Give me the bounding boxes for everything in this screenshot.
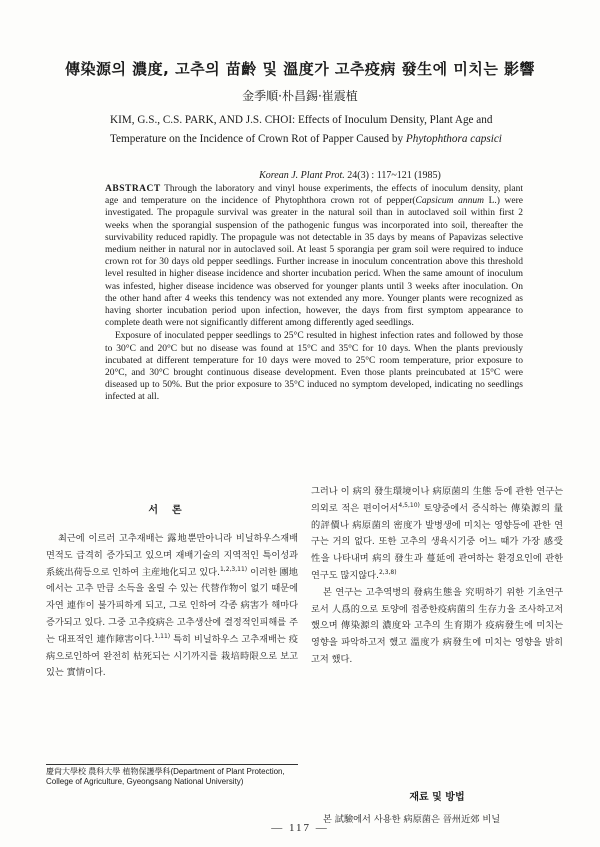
citation-sup: 1,11)	[154, 632, 171, 640]
abstract-text-1b: L.) were investigated. The propagule survival was greater in the natural soil than in autoclaved soil within first 2 weeks when the sporangial suspension of the pathogenic fungus was incorporated into soil, thereafter the survivability reduced rapidly. The propagule was not detectable in 35 days by means of Papavizas selective medium neither in natural nor in autoclaved soil. At least 5 sporangia per gram soil were required to induce crown rot for 30 days old pepper seedlings. Further increase in inoculum concentration above this threshold level resulted in higher disease incidence and shorter incubation pericd. When the same amount of inoculum was infested, higher disease incidence was observed for younger plants until 3 weeks after inoculation. On the other hand after 4 weeks this tendency was not extended any more. Younger plants were recognized as having shorter incubation period upon infection, however, the days from first symptom appearance to complete death were not significantly different among differently aged seedlings.	[105, 196, 523, 329]
page-number: — 117 —	[271, 822, 329, 834]
english-title: Effects of Inoculum Density, Plant Age and Temperature on the Incidence of Crown Rot of Papper Caused by	[110, 114, 493, 145]
intro-column	[46, 531, 298, 682]
methods-heading: 재료 및 방법	[409, 792, 465, 803]
right-text-1b: 토양중에서 증식하는 傳染源의 量的評價나 病原菌의 密度가 발병생에 미치는 영향등에 관한 연구는 거의 없다. 또한 고추의 생육시기중 어느 때가 가장 感受性을 나타내며 病의 發生과 蔓延에 관여하는 환경요인에 관한 연구도 많지않다.	[311, 502, 563, 581]
intro-heading: 서론	[148, 505, 196, 516]
affiliation-footnote: 慶尙大學校 農科大學 植物保護學科(Department of Plant Protection, College of Agriculture, Gyeongsang National University)	[46, 767, 285, 787]
intro-text-b: 이러한 團地에서는 고추 만큼 소득을 올릴 수 있는 代替作物이 없기 때문에 자연 連作이 불가피하게 되고, 그로 인하여 각종 病害가 해마다 증가되고 있다. 그중 고추疫病은 고추생산에 결정적인피해를 주는 대표적인 連作障害이다.	[46, 566, 298, 645]
abstract-paragraph-1	[105, 183, 523, 329]
abstract-text-1a: Through the laboratory and vinyl house experiments, the effects of inoculum density, plant age and temperature on the incidence of Phytophthora crown rot of pepper(	[105, 184, 523, 207]
citation-sup: 4,5,10)	[398, 501, 420, 509]
intro-text-c: 특히 비닐하우스 고추재배는 疫病으로인하여 완전히 枯死되는 시기까지를 栽培時限으로 보고 있는 實情이다.	[46, 633, 298, 679]
pathogen-species: Phytophthora capsici	[405, 133, 502, 145]
intro-paragraph	[46, 531, 298, 682]
methods-paragraph: 본 試驗에서 사용한 病原菌은 晉州近郊 비닐	[323, 814, 501, 825]
english-citation	[110, 111, 530, 149]
journal-name: Korean J. Plant Prot.	[259, 170, 345, 181]
journal-reference	[180, 170, 520, 181]
host-species: Capsicum annum	[415, 196, 484, 207]
right-paragraph-2: 본 연구는 고추역병의 發病生態을 究明하기 위한 기초연구로서 人爲的으로 토양에 접종한疫病菌의 生存力을 조사하고저 했으며 傳染源의 濃度와 고추의 生育期가 疫病發生에 미치는영향을 파악하고저 했고 溫度가 病發生에 미치는 영향을 밝히고저 했다.	[311, 586, 563, 665]
korean-title: 傳染源의 濃度, 고추의 苗齡 및 溫度가 고추疫病 發生에 미치는 影響	[64, 60, 536, 78]
abstract	[105, 183, 523, 404]
english-authors: KIM, G.S., C.S. PARK, AND J.S. CHOI:	[110, 114, 296, 126]
abstract-label: ABSTRACT	[105, 184, 161, 194]
right-text-1a: 그러나 이 病의 發生環境이나 病原菌의 生態 등에 관한 연구는 의외로 적은 편이어서	[311, 486, 563, 514]
journal-volume: 24(3) : 117~121 (1985)	[347, 170, 441, 181]
right-column	[311, 484, 563, 669]
footnote-rule	[46, 764, 298, 765]
right-paragraph-1	[311, 484, 563, 585]
citation-sup: 1,2,3,11)	[219, 565, 248, 573]
intro-text-a: 최근에 이르러 고추재배는 露地뿐만아니라 비닐하우스재배면적도 급격히 증가되고 있으며 재배기술의 지역적인 특이성과 系統出荷등으로 인하여 主産地化되고 있다.	[46, 533, 298, 578]
citation-sup: 2,3,8)	[378, 568, 397, 576]
abstract-paragraph-2: Exposure of inoculated pepper seedlings to 25°C resulted in highest infection rates and followed by those to 30°C and 20°C but no disease was found at 15°C and 35°C for 10 days. When the plants previously incubated at different temperature for 10 days were moved to 25°C room temperature, prior exposure to 20°C, and 30°C brought continuous disease development. Even those plants preincubated at 15°C were diseased up to 50%. But the prior exposure to 35°C induced no symptom developed, indicating no seedlings infected at all.	[105, 331, 523, 403]
korean-authors: 金季順·朴昌錫·崔震植	[242, 89, 358, 103]
